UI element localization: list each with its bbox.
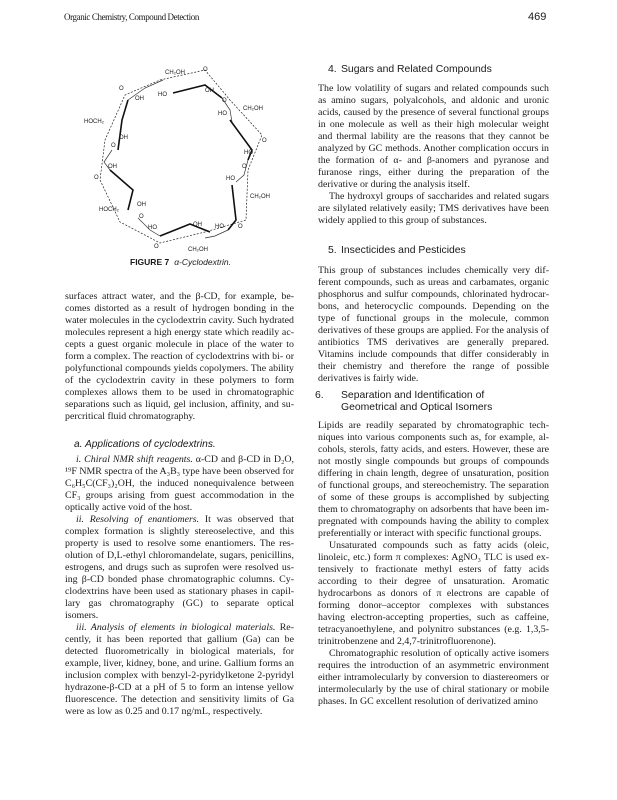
atom-label: HO (158, 92, 167, 98)
atom-label: HOCH₂ (84, 119, 104, 125)
atom-label: O (139, 214, 144, 220)
section-4-body (318, 83, 549, 227)
atom-label: O (242, 164, 247, 170)
subsection-heading: a. Applications of cyclodextrins. (74, 439, 216, 450)
paragraph: Lipids are readily separated by chromatographic techniques into various components such as, for example, alcohols, sterols, fatty acids, and esters. However, these are not mostly single compounds but groups of compounds differing in chain length, degree of unsaturation, position of functional groups, and stereochemistry. The separation of some of these groups is accomplished by subjecting them to chromatography on adsorbents that have been impregnated with compounds having the ability to complex preferentially or interact with specific functional groups. (318, 420, 549, 539)
application-item (65, 622, 294, 718)
section-heading-6 (315, 390, 541, 414)
atom-label: HO (148, 225, 157, 231)
figure-caption-text: α-Cyclodextrin. (174, 257, 232, 267)
paragraph: This group of substances includes chemically very different compounds, such as ureas and carbamates, organic phosphorus and sulfur compounds, chlorinated hydrocarbons, and heterocyclic compounds. Depending on the type of functional groups in the molecule, common derivatives of these groups are applied. For the analysis of antibiotics TMS derivatives are generally prepared. Vitamins include compounds that differ considerably in their chemistry and therefore the range of possible derivatives is fairly wide. (318, 265, 549, 384)
atom-label: O (222, 98, 227, 104)
atom-label: OH (137, 202, 146, 208)
figure-label: FIGURE 7 (130, 257, 170, 267)
item-text: It was observed that complex formation is slightly stereoselective, and this property is used to resolve some enantiomers. The resolution of D,L-ethyl chloromandelate, sugars, penicillins, estrogens, and drugs such as suprofen were resolved using β-CD bonded phase chromatographic columns. Cyclodextrins have been used as stationary phases in capillary gas chromatography (GC) to separate optical isomers. (65, 514, 294, 621)
item-text: α-CD and β-CD in D₂O, ¹⁹F NMR spectra of the A₃B₃ type have been observed for C₆H₅C(CF₃)₂OH, the induced nonequivalence between CF₃ groups arising from guest accommodation in the optically active void of the host. (65, 454, 294, 513)
figure-caption (130, 257, 231, 267)
section-title: Insecticides and Pesticides (341, 245, 466, 256)
atom-label: O (238, 224, 243, 230)
atom-label: OH (108, 164, 117, 170)
atom-label: O (262, 138, 267, 144)
paragraph: Chromatographic resolution of optically active isomers requires the introduction of an asymmetric environment either intramolecularly by conversion to diastereomers or intermolecularly by the use of chiral stationary or mobile phases. In GC excellent resolution of derivatized amino (318, 648, 549, 707)
atom-label: HO (244, 150, 253, 156)
atom-label: CH₂OH (243, 106, 263, 112)
section-number: 6. (315, 390, 324, 401)
atom-label: O (94, 175, 99, 181)
application-item (65, 514, 294, 622)
item-text: Recently, it has been reported that gallium (Ga) can be detected fluorometrically in biological materials, for example, liver, kidney, bone, and urine. Gallium forms an inclusion complex with benzyl-2-pyridylketone 2-pyridyl hydrazone-β-CD at a pH of 5 to form an intense yellow fluorescence. The detection and sensitivity limits of Ga were as low as 0.25 and 0.17 ng/mL, respectively. (65, 622, 294, 717)
section-5-body (318, 265, 549, 385)
paragraph: The low volatility of sugars and related compounds such as amino sugars, polyalcohols, and aldonic and uronic acids, caused by the presence of several functional groups in one molecule as well as their high molecular weight and thermal lability are the reasons that they cannot be analyzed by GC methods. Another complication occurs in the formation of α- and β-anomers and pyranose and furanose rings, either during the preparation of the derivative or during the analysis itself. (318, 83, 549, 190)
atom-label: OH (205, 88, 214, 94)
ring-outer-bonds (100, 70, 262, 243)
atom-label: O (154, 244, 159, 250)
section-title: Sugars and Related Compounds (341, 64, 492, 75)
atom-label: HOCH₂ (99, 207, 119, 213)
page-number: 469 (528, 11, 547, 23)
atom-label: HO (218, 111, 227, 117)
paragraph: The hydroxyl groups of saccharides and related sugars are silylated relatively easily; TMS derivatives have been widely applied to this group of substances. (318, 191, 549, 226)
applications-list (65, 454, 294, 718)
ring-inner-bonds (110, 85, 252, 236)
item-lead: ii. Resolving of enantiomers. (76, 514, 200, 525)
atom-label: O (203, 67, 208, 73)
atom-label: CH₂OH (188, 247, 208, 253)
atom-label: HO (215, 224, 224, 230)
atom-label: O (111, 143, 116, 149)
section-heading-4 (328, 64, 492, 76)
left-intro-paragraph (65, 291, 294, 423)
atom-label: CH₂OH (250, 194, 270, 200)
atom-label: OH (193, 222, 202, 228)
item-lead: iii. Analysis of elements in biological materials. (76, 622, 276, 633)
section-number: 4. (328, 64, 337, 75)
item-lead: i. Chiral NMR shift reagents. (76, 454, 193, 465)
atom-label: O (119, 86, 124, 92)
atom-label: CH₂OH (165, 70, 185, 76)
atom-label: OH (135, 96, 144, 102)
section-title: Separation and Identification of Geometrical and Optical Isomers (341, 390, 493, 413)
atom-label: HO (226, 176, 235, 182)
section-6-body (318, 420, 549, 708)
cyclodextrin-structure-figure (60, 55, 300, 255)
paragraph: surfaces attract water, and the β-CD, for example, becomes distorted as a result of hydrogen bonding in the water molecules in the cyclodextrin cavity. Such hydrated molecules represent a high energy state which readily accepts a guest organic molecule in place of the water to form a complex. The reaction of cyclodextrins with bi- or polyfunctional compounds yields copolymers. The ability of the cyclodextrin cavity in these polymers to form complexes allows them to be used in chromatographic separations such as liquid, gel inclusion, affinity, and supercritical fluid chromatography. (65, 291, 294, 422)
paragraph: Unsaturated compounds such as fatty acids (oleic, linoleic, etc.) form π complexes: AgNO₃ TLC is used extensively to fractionate methyl esters of fatty acids according to their degree of unsaturation. Aromatic hydrocarbons as donors of π electrons are capable of forming donor–acceptor complexes with substances having electron-accepting properties, such as caffeine, tetracyanoethylene, and polynitro substances (e.g. 1,3,5-trinitrobenzene and 2,4,7-trinitrofluorenone). (318, 540, 549, 647)
section-heading-5 (328, 245, 466, 257)
section-number: 5. (328, 245, 337, 256)
application-item (65, 454, 294, 514)
running-title: Organic Chemistry, Compound Detection (64, 12, 199, 22)
atom-label: OH (119, 135, 128, 141)
